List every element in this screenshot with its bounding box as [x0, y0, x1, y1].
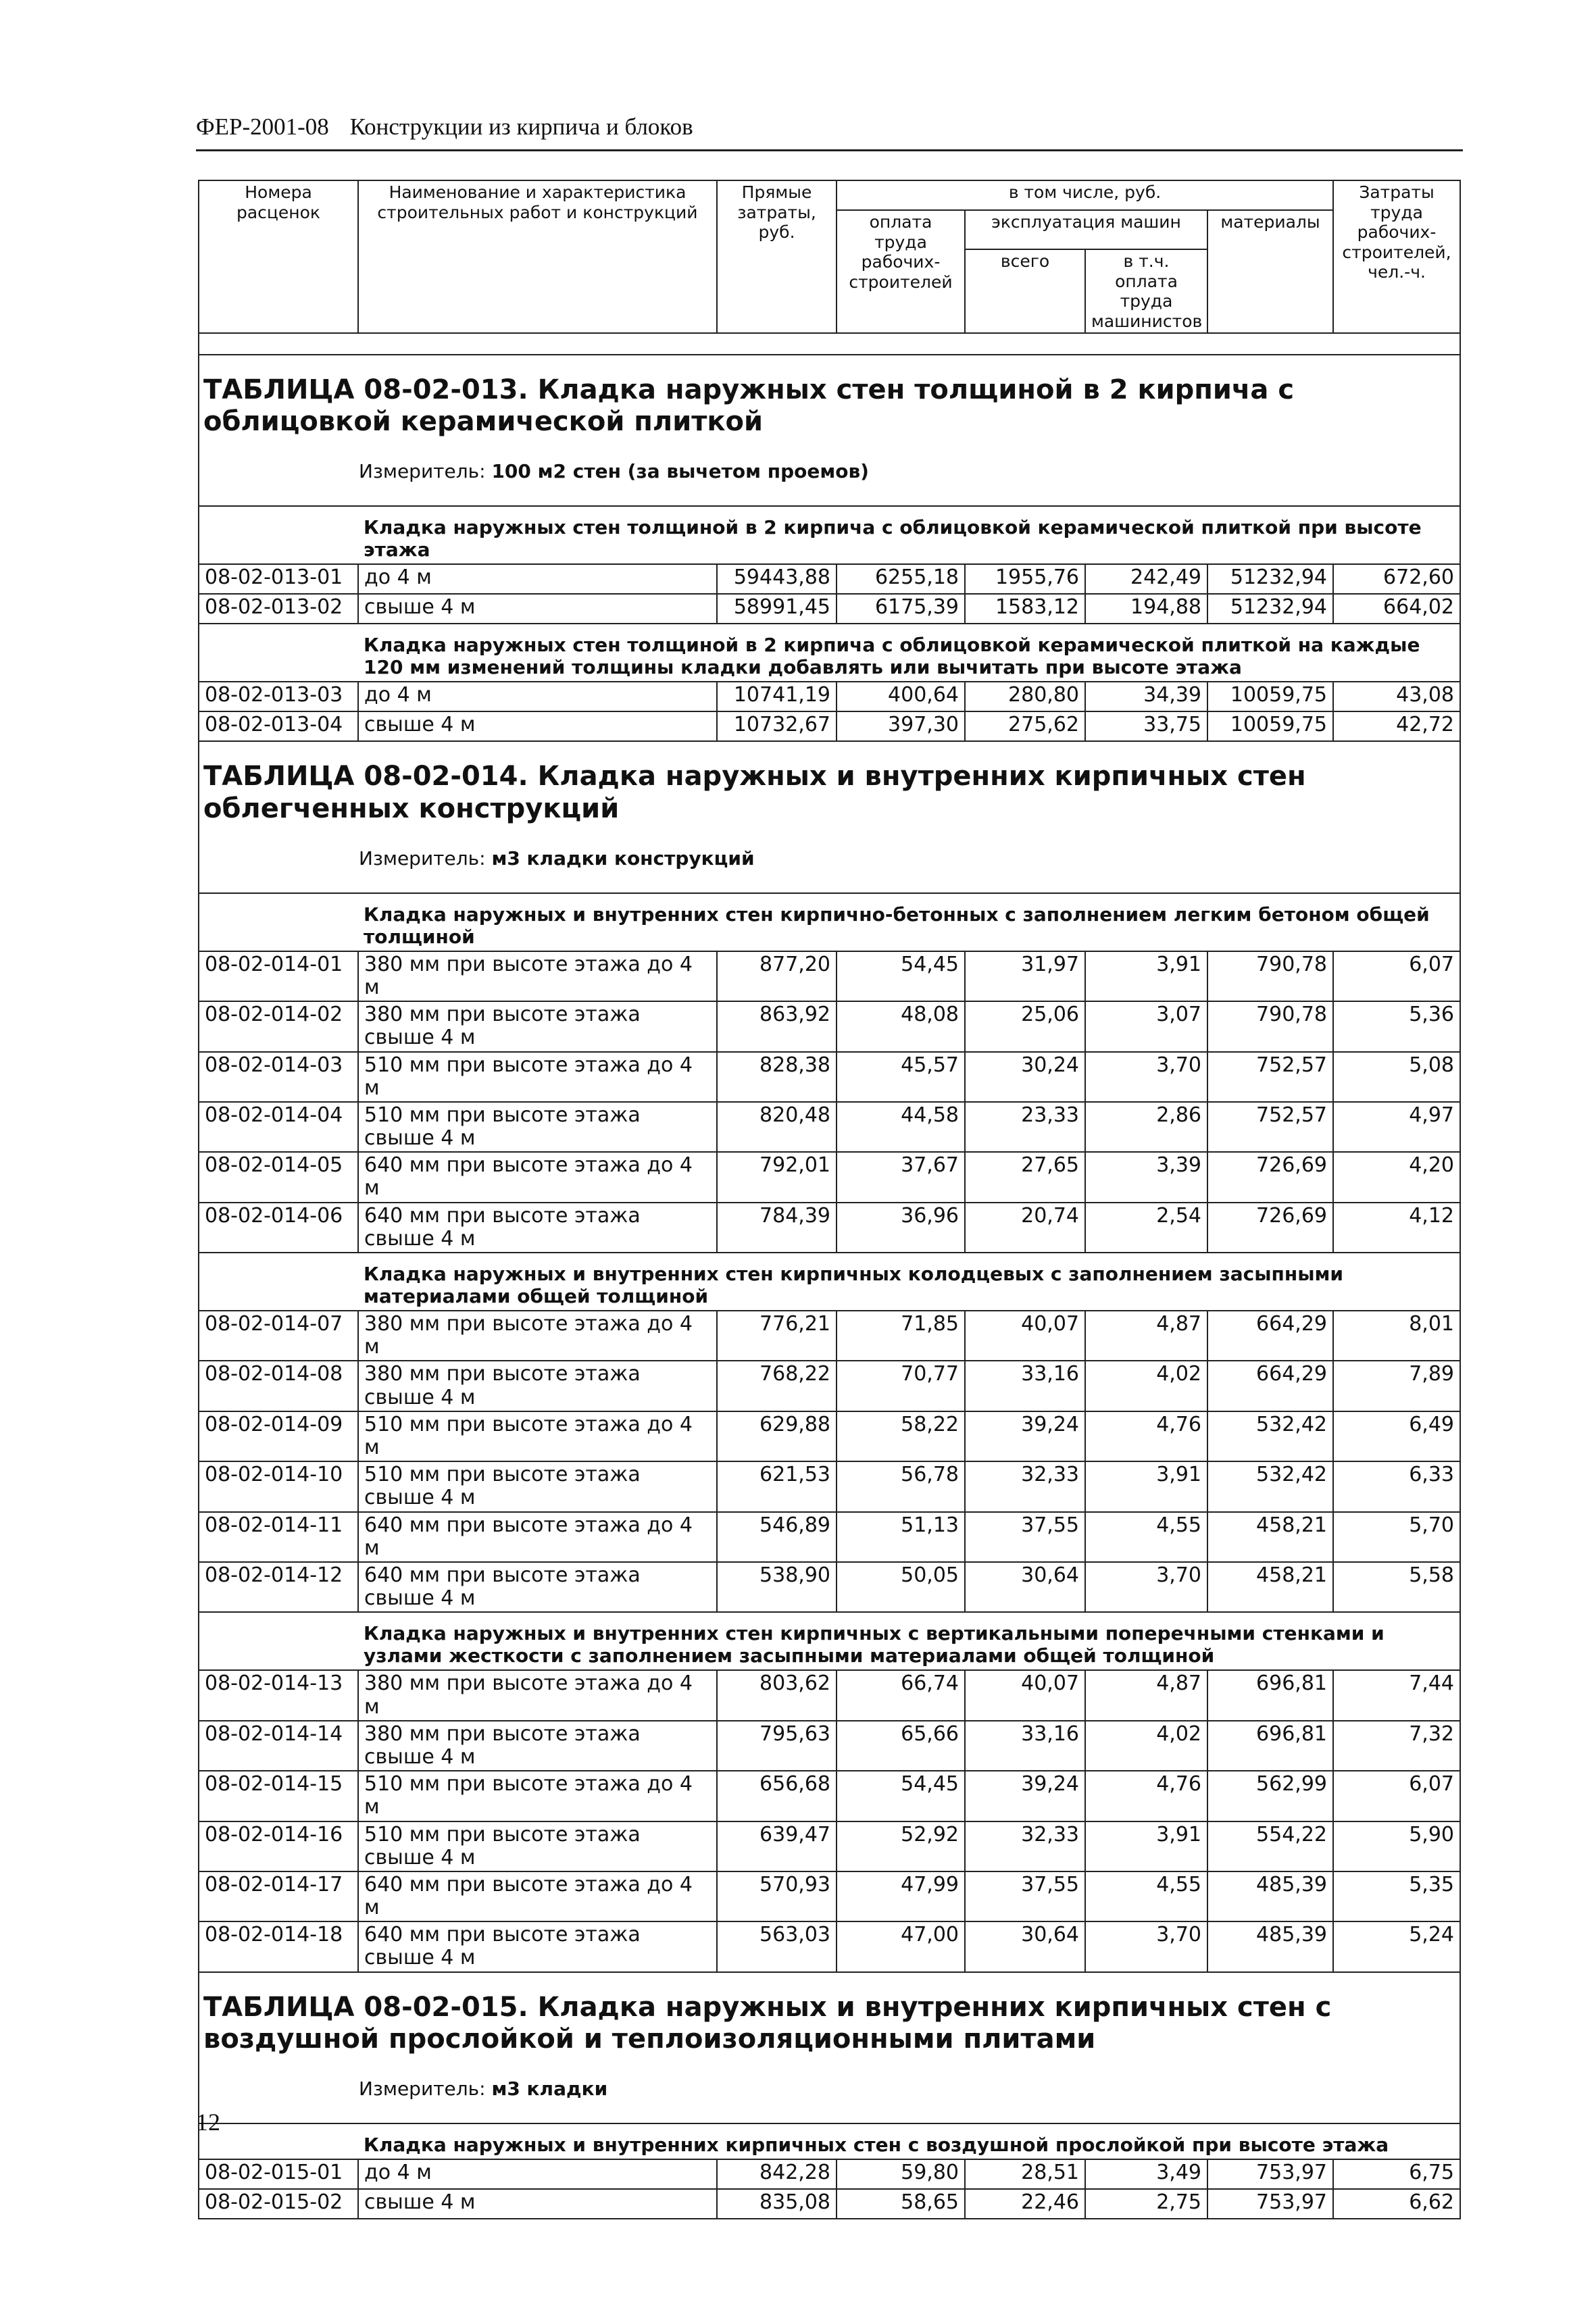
- value-labor-pay: 47,99: [837, 1871, 965, 1921]
- table-row: [199, 682, 1460, 711]
- table-title: ТАБЛИЦА 08-02-013. Кладка наружных стен толщиной в 2 кирпича с облицовкой керамической плиткой: [199, 355, 1460, 445]
- section-spacer: [199, 506, 358, 564]
- value-machines: 27,65: [965, 1152, 1085, 1202]
- table-row: [199, 1102, 1460, 1152]
- value-labor: 4,20: [1333, 1152, 1460, 1202]
- rate-code: 08-02-014-08: [199, 1361, 358, 1411]
- value-labor-pay: 70,77: [837, 1361, 965, 1411]
- value-labor: 5,58: [1333, 1562, 1460, 1612]
- rate-code: 08-02-014-02: [199, 1001, 358, 1051]
- value-materials: 458,21: [1207, 1512, 1333, 1562]
- rate-code: 08-02-014-17: [199, 1871, 358, 1921]
- value-machinists: 194,88: [1085, 594, 1207, 624]
- measurer-value: 100 м2 стен (за вычетом проемов): [491, 460, 869, 483]
- value-machinists: 4,02: [1085, 1361, 1207, 1411]
- value-machines: 39,24: [965, 1411, 1085, 1461]
- measurer-cell: [199, 445, 1460, 506]
- document-code: ФЕР-2001-08: [196, 114, 329, 140]
- value-labor: 6,62: [1333, 2189, 1460, 2219]
- value-machinists: 4,87: [1085, 1311, 1207, 1361]
- work-name: 380 мм при высоте этажа свыше 4 м: [358, 1721, 717, 1771]
- value-labor-pay: 71,85: [837, 1311, 965, 1361]
- rate-code: 08-02-013-03: [199, 682, 358, 711]
- value-labor-pay: 6255,18: [837, 564, 965, 594]
- value-direct: 820,48: [717, 1102, 837, 1152]
- section-heading: Кладка наружных стен толщиной в 2 кирпича с облицовкой керамической плиткой при высоте этажа: [358, 506, 1460, 564]
- section-heading-row: [199, 624, 1460, 682]
- rate-code: 08-02-014-04: [199, 1102, 358, 1152]
- section-heading: Кладка наружных стен толщиной в 2 кирпича с облицовкой керамической плиткой на каждые 120 мм изменений толщины кладки добавлять или вычитать при высоте этажа: [358, 624, 1460, 682]
- section-heading: Кладка наружных и внутренних стен кирпично-бетонных с заполнением легким бетоном общей толщиной: [358, 893, 1460, 951]
- rate-code: 08-02-014-13: [199, 1670, 358, 1720]
- col-header-direct: Прямые затраты, руб.: [717, 180, 837, 333]
- section-heading-row: [199, 1253, 1460, 1311]
- value-machines: 37,55: [965, 1512, 1085, 1562]
- section-spacer: [199, 2123, 358, 2159]
- value-direct: 768,22: [717, 1361, 837, 1411]
- work-name: 640 мм при высоте этажа до 4 м: [358, 1152, 717, 1202]
- rate-code: 08-02-013-04: [199, 711, 358, 741]
- section-heading: Кладка наружных и внутренних кирпичных стен с воздушной прослойкой при высоте этажа: [358, 2123, 1460, 2159]
- value-materials: 10059,75: [1207, 711, 1333, 741]
- value-labor-pay: 48,08: [837, 1001, 965, 1051]
- table-title: ТАБЛИЦА 08-02-015. Кладка наружных и внутренних кирпичных стен с воздушной прослойкой и теплоизоляционными плитами: [199, 1972, 1460, 2062]
- value-materials: 664,29: [1207, 1311, 1333, 1361]
- col-header-machinists-pay: в т.ч. оплата труда машинистов: [1085, 249, 1207, 333]
- work-name: 510 мм при высоте этажа свыше 4 м: [358, 1821, 717, 1871]
- value-machines: 20,74: [965, 1203, 1085, 1253]
- table-title-row: [199, 1972, 1460, 2062]
- value-machinists: 3,70: [1085, 1562, 1207, 1612]
- value-labor: 5,35: [1333, 1871, 1460, 1921]
- value-machines: 33,16: [965, 1361, 1085, 1411]
- col-header-machines-total: всего: [965, 249, 1085, 333]
- section-heading-row: [199, 506, 1460, 564]
- value-direct: 863,92: [717, 1001, 837, 1051]
- value-direct: 842,28: [717, 2159, 837, 2189]
- value-machines: 30,64: [965, 1921, 1085, 1971]
- value-labor: 7,89: [1333, 1361, 1460, 1411]
- value-machines: 40,07: [965, 1670, 1085, 1720]
- value-labor: 4,12: [1333, 1203, 1460, 1253]
- value-machinists: 3,39: [1085, 1152, 1207, 1202]
- value-labor: 6,07: [1333, 1771, 1460, 1821]
- col-header-code: Номера расценок: [199, 180, 358, 333]
- measurer-value: м3 кладки конструкций: [491, 847, 755, 870]
- value-materials: 485,39: [1207, 1921, 1333, 1971]
- document-title: Конструкции из кирпича и блоков: [349, 114, 693, 140]
- value-materials: 753,97: [1207, 2159, 1333, 2189]
- table-row: [199, 2189, 1460, 2219]
- rate-code: 08-02-014-03: [199, 1052, 358, 1102]
- value-materials: 696,81: [1207, 1721, 1333, 1771]
- value-labor: 5,36: [1333, 1001, 1460, 1051]
- work-name: 510 мм при высоте этажа до 4 м: [358, 1411, 717, 1461]
- value-machines: 33,16: [965, 1721, 1085, 1771]
- value-labor-pay: 36,96: [837, 1203, 965, 1253]
- value-materials: 790,78: [1207, 1001, 1333, 1051]
- work-name: 640 мм при высоте этажа до 4 м: [358, 1512, 717, 1562]
- value-direct: 803,62: [717, 1670, 837, 1720]
- work-name: 380 мм при высоте этажа свыше 4 м: [358, 1361, 717, 1411]
- work-name: 380 мм при высоте этажа до 4 м: [358, 1311, 717, 1361]
- value-machines: 37,55: [965, 1871, 1085, 1921]
- value-machines: 30,24: [965, 1052, 1085, 1102]
- col-header-incl: в том числе, руб.: [837, 180, 1333, 210]
- value-labor: 6,49: [1333, 1411, 1460, 1461]
- value-direct: 629,88: [717, 1411, 837, 1461]
- value-machinists: 3,91: [1085, 1461, 1207, 1511]
- work-name: 640 мм при высоте этажа свыше 4 м: [358, 1921, 717, 1971]
- value-direct: 621,53: [717, 1461, 837, 1511]
- value-materials: 554,22: [1207, 1821, 1333, 1871]
- table-row: [199, 1921, 1460, 1971]
- value-direct: 784,39: [717, 1203, 837, 1253]
- value-labor: 8,01: [1333, 1311, 1460, 1361]
- table-row: [199, 1512, 1460, 1562]
- work-name: до 4 м: [358, 682, 717, 711]
- value-labor-pay: 50,05: [837, 1562, 965, 1612]
- value-materials: 696,81: [1207, 1670, 1333, 1720]
- value-materials: 485,39: [1207, 1871, 1333, 1921]
- spacer-cell: [199, 333, 1460, 355]
- header-spacer: [199, 333, 1460, 355]
- table-row: [199, 1670, 1460, 1720]
- col-header-machines: эксплуатация машин: [965, 210, 1207, 249]
- value-materials: 10059,75: [1207, 682, 1333, 711]
- value-labor: 6,75: [1333, 2159, 1460, 2189]
- measurer-value: м3 кладки: [491, 2078, 608, 2100]
- table-title-row: [199, 741, 1460, 831]
- page-header: [196, 114, 1463, 151]
- value-machines: 1583,12: [965, 594, 1085, 624]
- value-machines: 280,80: [965, 682, 1085, 711]
- value-machinists: 4,55: [1085, 1512, 1207, 1562]
- price-table-container: [198, 180, 1460, 2214]
- value-direct: 59443,88: [717, 564, 837, 594]
- value-direct: 639,47: [717, 1821, 837, 1871]
- value-labor: 5,08: [1333, 1052, 1460, 1102]
- value-direct: 10732,67: [717, 711, 837, 741]
- value-labor: 6,33: [1333, 1461, 1460, 1511]
- value-machinists: 2,86: [1085, 1102, 1207, 1152]
- table-row: [199, 594, 1460, 624]
- value-materials: 664,29: [1207, 1361, 1333, 1411]
- value-labor: 5,70: [1333, 1512, 1460, 1562]
- value-machines: 32,33: [965, 1821, 1085, 1871]
- value-machinists: 3,49: [1085, 2159, 1207, 2189]
- table-row: [199, 1771, 1460, 1821]
- value-materials: 726,69: [1207, 1152, 1333, 1202]
- work-name: свыше 4 м: [358, 2189, 717, 2219]
- measurer-label: Измеритель:: [359, 2078, 486, 2100]
- value-labor-pay: 54,45: [837, 1771, 965, 1821]
- value-machinists: 3,70: [1085, 1921, 1207, 1971]
- table-row: [199, 564, 1460, 594]
- value-machines: 39,24: [965, 1771, 1085, 1821]
- value-materials: 458,21: [1207, 1562, 1333, 1612]
- rate-code: 08-02-014-07: [199, 1311, 358, 1361]
- value-direct: 792,01: [717, 1152, 837, 1202]
- value-machinists: 3,91: [1085, 1821, 1207, 1871]
- rate-code: 08-02-014-01: [199, 951, 358, 1001]
- table-row: [199, 951, 1460, 1001]
- rate-code: 08-02-015-01: [199, 2159, 358, 2189]
- value-materials: 752,57: [1207, 1102, 1333, 1152]
- work-name: 510 мм при высоте этажа до 4 м: [358, 1771, 717, 1821]
- value-labor-pay: 51,13: [837, 1512, 965, 1562]
- value-machinists: 34,39: [1085, 682, 1207, 711]
- section-heading: Кладка наружных и внутренних стен кирпичных с вертикальными поперечными стенками и узлами жесткости с заполнением засыпными материалами общей толщиной: [358, 1612, 1460, 1670]
- rate-code: 08-02-014-06: [199, 1203, 358, 1253]
- rate-code: 08-02-014-10: [199, 1461, 358, 1511]
- work-name: свыше 4 м: [358, 711, 717, 741]
- value-labor: 4,97: [1333, 1102, 1460, 1152]
- rate-code: 08-02-014-09: [199, 1411, 358, 1461]
- work-name: 380 мм при высоте этажа до 4 м: [358, 1670, 717, 1720]
- value-materials: 51232,94: [1207, 594, 1333, 624]
- value-machines: 275,62: [965, 711, 1085, 741]
- value-materials: 752,57: [1207, 1052, 1333, 1102]
- section-spacer: [199, 893, 358, 951]
- table-row: [199, 1821, 1460, 1871]
- value-machinists: 3,70: [1085, 1052, 1207, 1102]
- value-direct: 546,89: [717, 1512, 837, 1562]
- work-name: 640 мм при высоте этажа до 4 м: [358, 1871, 717, 1921]
- value-labor: 6,07: [1333, 951, 1460, 1001]
- value-machines: 31,97: [965, 951, 1085, 1001]
- value-labor-pay: 54,45: [837, 951, 965, 1001]
- value-labor: 5,90: [1333, 1821, 1460, 1871]
- rate-code: 08-02-014-14: [199, 1721, 358, 1771]
- value-labor-pay: 397,30: [837, 711, 965, 741]
- value-machines: 40,07: [965, 1311, 1085, 1361]
- work-name: свыше 4 м: [358, 594, 717, 624]
- table-row: [199, 1001, 1460, 1051]
- section-spacer: [199, 1253, 358, 1311]
- value-direct: 776,21: [717, 1311, 837, 1361]
- value-direct: 58991,45: [717, 594, 837, 624]
- header-row-1: [199, 180, 1460, 210]
- value-labor-pay: 400,64: [837, 682, 965, 711]
- value-machinists: 4,76: [1085, 1411, 1207, 1461]
- page-number: 12: [196, 2109, 220, 2136]
- work-name: 380 мм при высоте этажа свыше 4 м: [358, 1001, 717, 1051]
- value-machinists: 2,75: [1085, 2189, 1207, 2219]
- value-materials: 51232,94: [1207, 564, 1333, 594]
- value-machines: 22,46: [965, 2189, 1085, 2219]
- value-machinists: 2,54: [1085, 1203, 1207, 1253]
- value-machines: 23,33: [965, 1102, 1085, 1152]
- value-labor: 672,60: [1333, 564, 1460, 594]
- value-machines: 30,64: [965, 1562, 1085, 1612]
- measurer-row: [199, 445, 1460, 506]
- table-row: [199, 1562, 1460, 1612]
- rate-code: 08-02-014-12: [199, 1562, 358, 1612]
- col-header-labor-cost: Затраты труда рабочих-строителей, чел.-ч.: [1333, 180, 1460, 333]
- table-row: [199, 1203, 1460, 1253]
- value-labor-pay: 47,00: [837, 1921, 965, 1971]
- table-row: [199, 1461, 1460, 1511]
- table-row: [199, 1052, 1460, 1102]
- value-machinists: 33,75: [1085, 711, 1207, 741]
- table-row: [199, 1871, 1460, 1921]
- value-direct: 828,38: [717, 1052, 837, 1102]
- work-name: до 4 м: [358, 2159, 717, 2189]
- col-header-materials: материалы: [1207, 210, 1333, 333]
- table-row: [199, 1411, 1460, 1461]
- value-materials: 562,99: [1207, 1771, 1333, 1821]
- section-heading-row: [199, 2123, 1460, 2159]
- value-machines: 32,33: [965, 1461, 1085, 1511]
- section-heading-row: [199, 1612, 1460, 1670]
- work-name: 640 мм при высоте этажа свыше 4 м: [358, 1562, 717, 1612]
- table-row: [199, 1311, 1460, 1361]
- value-machines: 1955,76: [965, 564, 1085, 594]
- value-materials: 726,69: [1207, 1203, 1333, 1253]
- work-name: 510 мм при высоте этажа свыше 4 м: [358, 1461, 717, 1511]
- rate-code: 08-02-015-02: [199, 2189, 358, 2219]
- value-labor-pay: 59,80: [837, 2159, 965, 2189]
- value-labor-pay: 58,22: [837, 1411, 965, 1461]
- value-machinists: 3,07: [1085, 1001, 1207, 1051]
- value-direct: 10741,19: [717, 682, 837, 711]
- value-materials: 790,78: [1207, 951, 1333, 1001]
- value-machinists: 3,91: [1085, 951, 1207, 1001]
- value-labor-pay: 56,78: [837, 1461, 965, 1511]
- value-direct: 656,68: [717, 1771, 837, 1821]
- value-labor: 7,32: [1333, 1721, 1460, 1771]
- value-labor: 42,72: [1333, 711, 1460, 741]
- value-materials: 753,97: [1207, 2189, 1333, 2219]
- price-table-body: [199, 180, 1460, 2219]
- measurer-row: [199, 832, 1460, 893]
- table-row: [199, 1361, 1460, 1411]
- value-labor-pay: 58,65: [837, 2189, 965, 2219]
- value-labor-pay: 45,57: [837, 1052, 965, 1102]
- work-name: 510 мм при высоте этажа до 4 м: [358, 1052, 717, 1102]
- value-labor: 664,02: [1333, 594, 1460, 624]
- value-direct: 538,90: [717, 1562, 837, 1612]
- value-labor: 43,08: [1333, 682, 1460, 711]
- value-machinists: 4,76: [1085, 1771, 1207, 1821]
- price-table: [198, 180, 1461, 2219]
- value-direct: 570,93: [717, 1871, 837, 1921]
- section-heading-row: [199, 893, 1460, 951]
- value-labor-pay: 52,92: [837, 1821, 965, 1871]
- measurer-label: Измеритель:: [359, 460, 486, 483]
- value-machinists: 4,02: [1085, 1721, 1207, 1771]
- table-title: ТАБЛИЦА 08-02-014. Кладка наружных и внутренних кирпичных стен облегченных конструкций: [199, 741, 1460, 831]
- value-materials: 532,42: [1207, 1411, 1333, 1461]
- rate-code: 08-02-013-01: [199, 564, 358, 594]
- measurer-label: Измеритель:: [359, 847, 486, 870]
- rate-code: 08-02-014-16: [199, 1821, 358, 1871]
- rate-code: 08-02-014-11: [199, 1512, 358, 1562]
- value-direct: 563,03: [717, 1921, 837, 1971]
- table-row: [199, 711, 1460, 741]
- rate-code: 08-02-014-05: [199, 1152, 358, 1202]
- section-spacer: [199, 624, 358, 682]
- table-title-row: [199, 355, 1460, 445]
- work-name: 640 мм при высоте этажа свыше 4 м: [358, 1203, 717, 1253]
- col-header-labor-pay: оплата труда рабочих-строителей: [837, 210, 965, 333]
- value-machinists: 4,55: [1085, 1871, 1207, 1921]
- value-direct: 795,63: [717, 1721, 837, 1771]
- section-heading: Кладка наружных и внутренних стен кирпичных колодцевых с заполнением засыпными материалами общей толщиной: [358, 1253, 1460, 1311]
- value-labor-pay: 44,58: [837, 1102, 965, 1152]
- rate-code: 08-02-014-18: [199, 1921, 358, 1971]
- col-header-name: Наименование и характеристика строительных работ и конструкций: [358, 180, 717, 333]
- value-labor-pay: 65,66: [837, 1721, 965, 1771]
- work-name: до 4 м: [358, 564, 717, 594]
- value-labor-pay: 6175,39: [837, 594, 965, 624]
- table-row: [199, 2159, 1460, 2189]
- rate-code: 08-02-014-15: [199, 1771, 358, 1821]
- section-spacer: [199, 1612, 358, 1670]
- value-machines: 25,06: [965, 1001, 1085, 1051]
- value-labor: 7,44: [1333, 1670, 1460, 1720]
- value-direct: 835,08: [717, 2189, 837, 2219]
- value-labor-pay: 66,74: [837, 1670, 965, 1720]
- measurer-cell: [199, 2062, 1460, 2123]
- table-row: [199, 1152, 1460, 1202]
- measurer-row: [199, 2062, 1460, 2123]
- measurer-cell: [199, 832, 1460, 893]
- value-labor: 5,24: [1333, 1921, 1460, 1971]
- value-machinists: 4,87: [1085, 1670, 1207, 1720]
- work-name: 510 мм при высоте этажа свыше 4 м: [358, 1102, 717, 1152]
- work-name: 380 мм при высоте этажа до 4 м: [358, 951, 717, 1001]
- value-machines: 28,51: [965, 2159, 1085, 2189]
- table-row: [199, 1721, 1460, 1771]
- value-labor-pay: 37,67: [837, 1152, 965, 1202]
- value-machinists: 242,49: [1085, 564, 1207, 594]
- value-direct: 877,20: [717, 951, 837, 1001]
- value-materials: 532,42: [1207, 1461, 1333, 1511]
- rate-code: 08-02-013-02: [199, 594, 358, 624]
